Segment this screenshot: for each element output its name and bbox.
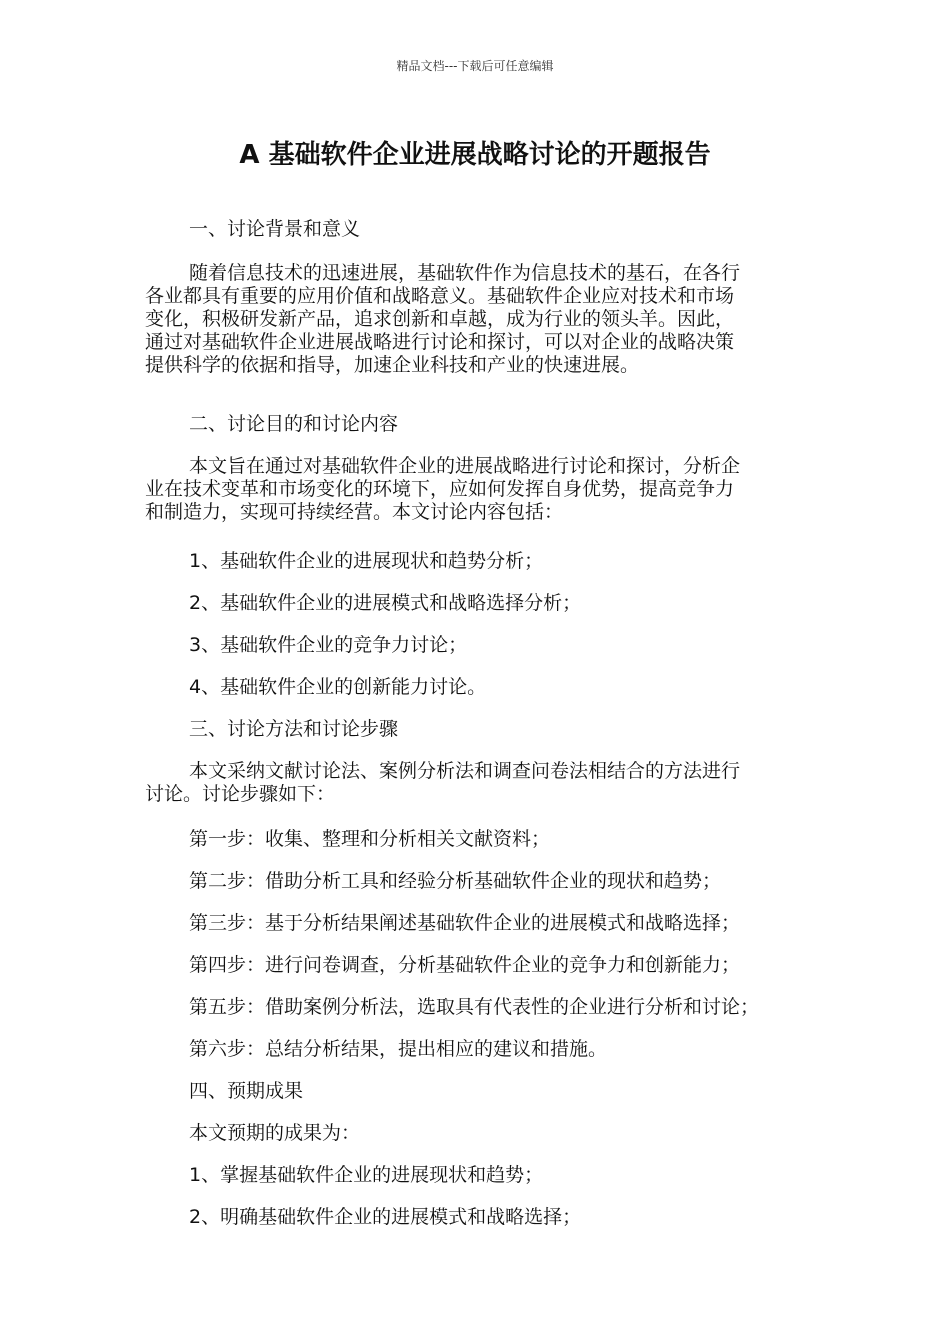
list-item: 4、基础软件企业的创新能力讨论。 — [189, 676, 487, 698]
list-item: 1、掌握基础软件企业的进展现状和趋势； — [189, 1164, 544, 1186]
step-item: 第五步：借助案例分析法，选取具有代表性的企业进行分析和讨论； — [189, 996, 760, 1018]
paragraph-line: 讨论。讨论步骤如下： — [145, 783, 336, 805]
list-item: 3、基础软件企业的竞争力讨论； — [189, 634, 468, 656]
step-item: 第三步：基于分析结果阐述基础软件企业的进展模式和战略选择； — [189, 912, 741, 934]
step-item: 第一步：收集、整理和分析相关文献资料； — [189, 828, 551, 850]
paragraph-line: 通过对基础软件企业进展战略进行讨论和探讨，可以对企业的战略决策 — [145, 331, 735, 353]
paragraph-line: 提供科学的依据和指导，加速企业科技和产业的快速进展。 — [145, 354, 640, 376]
section1-heading: 一、讨论背景和意义 — [189, 218, 361, 240]
paragraph-line: 业在技术变革和市场变化的环境下，应如何发挥自身优势，提高竞争力 — [145, 478, 735, 500]
header-note: 精品文档---下载后可任意编辑 — [396, 59, 554, 73]
paragraph-line: 各业都具有重要的应用价值和战略意义。基础软件企业应对技术和市场 — [145, 285, 735, 307]
list-item: 1、基础软件企业的进展现状和趋势分析； — [189, 550, 544, 572]
step-item: 第六步：总结分析结果，提出相应的建议和措施。 — [189, 1038, 608, 1060]
paragraph-line: 本文采纳文献讨论法、案例分析法和调查问卷法相结合的方法进行 — [189, 760, 741, 782]
section2-heading: 二、讨论目的和讨论内容 — [189, 413, 399, 435]
paragraph-line: 本文旨在通过对基础软件企业的进展战略进行讨论和探讨，分析企 — [189, 455, 741, 477]
section2-paragraph — [145, 455, 795, 524]
section4-heading: 四、预期成果 — [189, 1080, 304, 1102]
section3-heading: 三、讨论方法和讨论步骤 — [189, 718, 399, 740]
section1-paragraph — [145, 262, 795, 377]
section3-paragraph — [145, 760, 795, 806]
document-title: A 基础软件企业进展战略讨论的开题报告 — [239, 140, 711, 170]
paragraph-line: 和制造力，实现可持续经营。本文讨论内容包括： — [145, 501, 564, 523]
list-item: 2、基础软件企业的进展模式和战略选择分析； — [189, 592, 582, 614]
paragraph-line: 随着信息技术的迅速进展，基础软件作为信息技术的基石，在各行 — [189, 262, 741, 284]
step-item: 第四步：进行问卷调查，分析基础软件企业的竞争力和创新能力； — [189, 954, 741, 976]
section4-intro: 本文预期的成果为： — [189, 1122, 361, 1144]
step-item: 第二步：借助分析工具和经验分析基础软件企业的现状和趋势； — [189, 870, 722, 892]
paragraph-line: 变化，积极研发新产品，追求创新和卓越，成为行业的领头羊。因此， — [145, 308, 735, 330]
list-item: 2、明确基础软件企业的进展模式和战略选择； — [189, 1206, 582, 1228]
